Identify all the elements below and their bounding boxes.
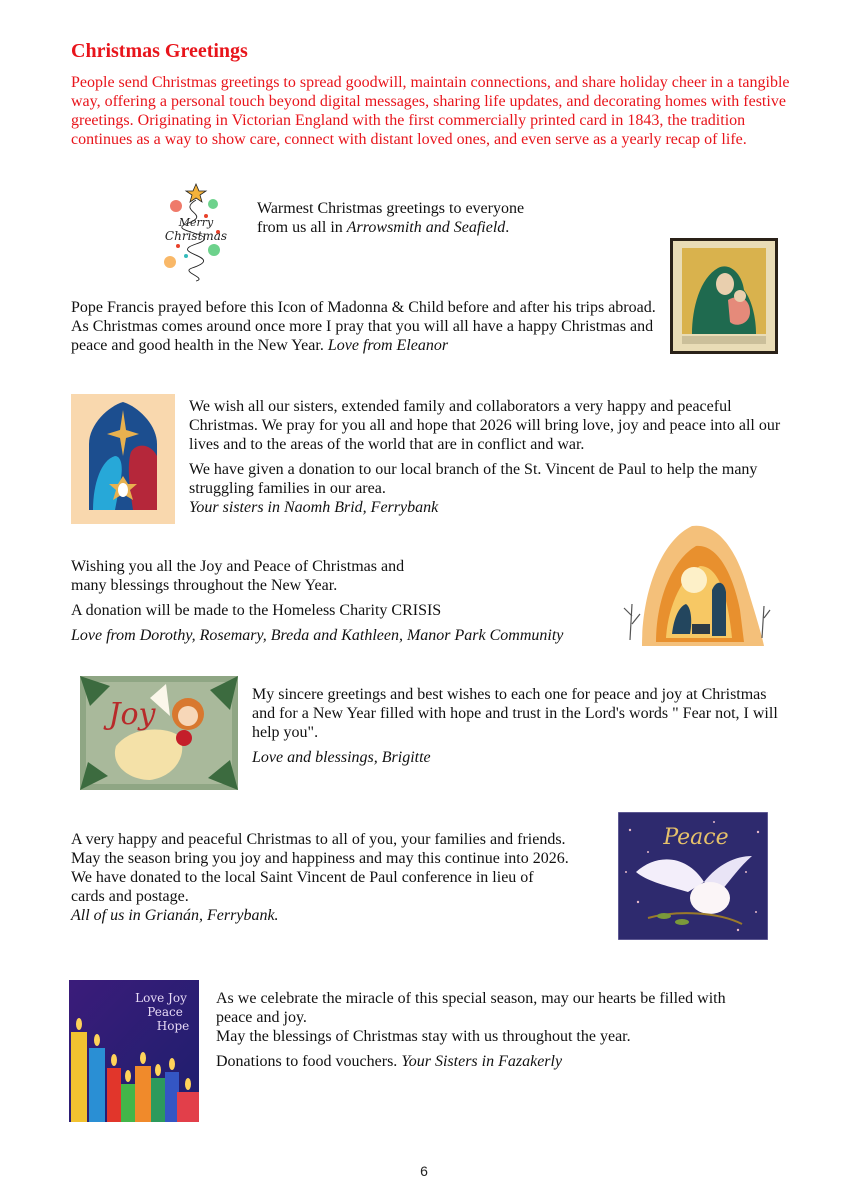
donation-paragraph: We have given a donation to our local branch of the St. Vincent de Paul to help the many struggling families in our area.: [189, 461, 758, 497]
signature: Your Sisters in Fazakerly: [401, 1053, 563, 1070]
signature: Love and blessings, Brigitte: [252, 749, 431, 766]
greeting-line: May the blessings of Christmas stay with us throughout the year.: [216, 1028, 631, 1045]
peace-script-text: Peace: [663, 825, 729, 850]
madonna-and-child-icon-image: [670, 238, 778, 354]
greeting-line: Warmest Christmas greetings to everyone: [257, 200, 525, 217]
greeting-grianan: [71, 830, 569, 925]
signature: All of us in Grianán, Ferrybank.: [71, 907, 279, 924]
page-number: 6: [420, 1163, 428, 1179]
candles-card-image: [69, 980, 199, 1122]
greeting-paragraph: We wish all our sisters, extended family and collaborators a very happy and peaceful Christmas. We pray for you all and hope that 2026 will bring love, joy and peace into all our lives and to the areas of the world that are in conflict and war.: [189, 398, 781, 453]
greeting-fazakerly: [216, 989, 786, 1071]
greeting-line: many blessings throughout the New Year.: [71, 577, 338, 594]
nativity-papercut-image: [71, 394, 175, 524]
nativity-cave-image: [622, 520, 772, 650]
tree-text-christmas: Christmas: [164, 229, 228, 243]
joy-script-text: Joy: [108, 697, 156, 732]
greeting-eleanor: [71, 298, 661, 355]
greeting-line: peace and joy.: [216, 1009, 307, 1026]
greeting-text: My sincere greetings and best wishes to each one for peace and joy at Christmas and for a New Year filled with hope and trust in the Lord's words " Fear not, I will help you".: [252, 686, 778, 741]
greeting-line: As we celebrate the miracle of this special season, may our hearts be filled with: [216, 990, 726, 1007]
signature: Love from Dorothy, Rosemary, Breda and Kathleen, Manor Park Community: [71, 627, 564, 644]
greeting-manor-park: [71, 557, 563, 645]
donation-line: We have donated to the local Saint Vincent de Paul conference in lieu of: [71, 869, 534, 886]
community-name: Arrowsmith and Seafield: [346, 219, 506, 236]
greeting-brigitte: [252, 685, 792, 767]
tree-text-merry: Merry: [178, 216, 214, 229]
donation-line: cards and postage.: [71, 888, 189, 905]
greeting-naomh-brid: [189, 397, 789, 517]
intro-paragraph: People send Christmas greetings to spread goodwill, maintain connections, and share holiday cheer in a tangible way, offering a personal touch beyond digital messages, sharing life updates, and decorating homes with festive greetings. Originating in Victorian England with the first commercially printed card in 1843, the tradition continues as a way to show care, connect with distant loved ones, and even serve as a yearly recap of life.: [71, 74, 790, 148]
greeting-line: [257, 218, 524, 237]
text-plain: from us all in: [257, 219, 347, 236]
page-title: Christmas Greetings: [71, 40, 248, 62]
joy-angel-image: [80, 676, 238, 790]
card-text-peace: Peace: [147, 1005, 183, 1019]
greeting-arrowsmith: [257, 199, 524, 237]
card-text-love-joy: Love Joy: [135, 991, 187, 1005]
signature: Love from Eleanor: [327, 337, 449, 354]
signature: Your sisters in Naomh Brid, Ferrybank: [189, 499, 439, 516]
greeting-line: May the season bring you joy and happiness and may this continue into 2026.: [71, 850, 569, 867]
peace-dove-image: [618, 812, 768, 940]
greeting-line: A very happy and peaceful Christmas to all of you, your families and friends.: [71, 831, 566, 848]
donation-text: Donations to food vouchers.: [216, 1053, 402, 1070]
merry-christmas-tree-image: [156, 182, 236, 282]
greeting-text: Pope Francis prayed before this Icon of Madonna & Child before and after his trips abroad. As Christmas comes around once more I pray that you will all have a happy Christmas and peace and good health in the New Year.: [71, 299, 656, 354]
greeting-line: Wishing you all the Joy and Peace of Christmas and: [71, 558, 405, 575]
card-text-hope: Hope: [156, 1019, 190, 1033]
text-plain: .: [505, 219, 510, 236]
donation-line: A donation will be made to the Homeless Charity CRISIS: [71, 602, 442, 619]
